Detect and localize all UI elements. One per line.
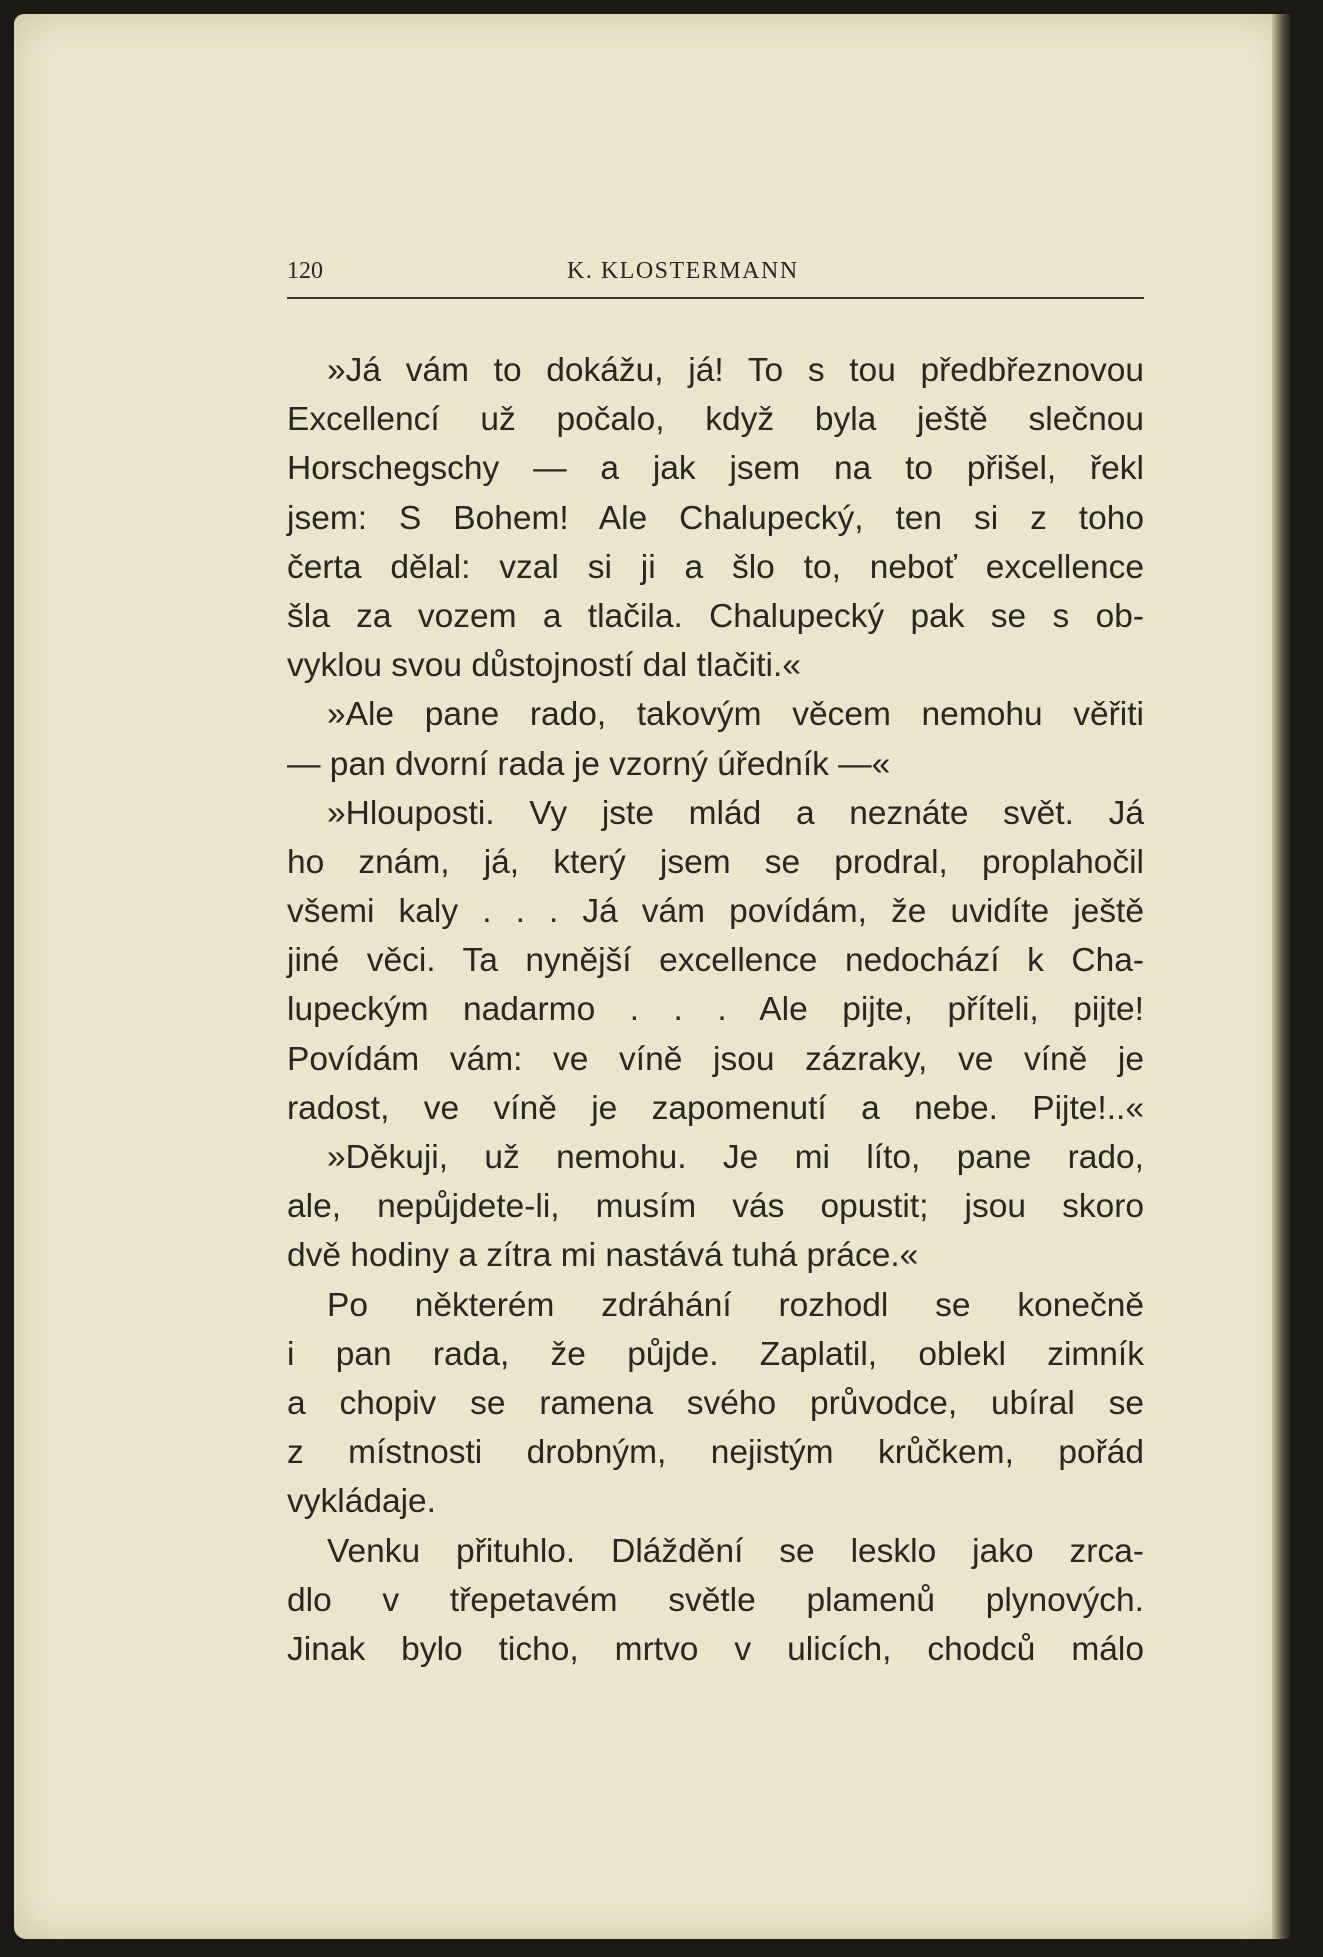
- text-line: Povídám vám: ve víně jsou zázraky, ve víně je: [287, 1040, 1144, 1078]
- book-spine-shadow: [1272, 14, 1290, 1939]
- text-line: — pan dvorní rada je vzorný úředník —«: [287, 745, 891, 783]
- text-line: ho znám, já, který jsem se prodral, proplahočil: [287, 843, 1144, 881]
- text-line: a chopiv se ramena svého průvodce, ubíral se: [287, 1384, 1144, 1422]
- running-head: K. KLOSTERMANN: [567, 258, 799, 284]
- text-line: lupeckým nadarmo . . . Ale pijte, příteli, pijte!: [287, 991, 1144, 1029]
- text-line: vykládaje.: [287, 1483, 436, 1521]
- text-line: dlo v třepetavém světle plamenů plynových.: [287, 1581, 1144, 1619]
- text-line: »Hlouposti. Vy jste mlád a neznáte svět. Já: [327, 794, 1144, 832]
- text-line: ale, nepůjdete-li, musím vás opustit; jsou skoro: [287, 1188, 1144, 1226]
- text-line: »Já vám to dokážu, já! To s tou předbřeznovou: [327, 352, 1144, 389]
- text-line: jiné věci. Ta nynější excellence nedochází k Cha-: [287, 942, 1144, 980]
- text-line: »Ale pane rado, takovým věcem nemohu věřiti: [327, 696, 1144, 734]
- text-line: Po některém zdráhání rozhodl se konečně: [327, 1286, 1144, 1324]
- text-line: i pan rada, že půjde. Zaplatil, oblekl zimník: [287, 1335, 1144, 1373]
- text-line: šla za vozem a tlačila. Chalupecký pak se s ob-: [287, 597, 1144, 635]
- text-line: dvě hodiny a zítra mi nastává tuhá práce.«: [287, 1237, 919, 1275]
- text-line: jsem: S Bohem! Ale Chalupecký, ten si z toho: [287, 499, 1144, 537]
- text-line: Excellencí už počalo, když byla ještě slečnou: [287, 401, 1144, 439]
- text-line: čerta dělal: vzal si ji a šlo to, neboť excellence: [287, 548, 1144, 586]
- text-line: z místnosti drobným, nejistým krůčkem, pořád: [287, 1434, 1144, 1472]
- text-line: vyklou svou důstojností dal tlačiti.«: [287, 647, 801, 685]
- text-line: Jinak bylo ticho, mrtvo v ulicích, chodců málo: [287, 1630, 1144, 1668]
- text-line: všemi kaly . . . Já vám povídám, že uvidíte ještě: [287, 893, 1144, 931]
- text-line: Venku přituhlo. Dláždění se lesklo jako zrca-: [327, 1532, 1144, 1570]
- header-rule: [287, 297, 1144, 299]
- page-header: [287, 258, 1144, 298]
- page-number: 120: [287, 258, 323, 284]
- text-line: »Děkuji, už nemohu. Je mi líto, pane rado,: [327, 1139, 1144, 1176]
- text-line: Horschegschy — a jak jsem na to přišel, řekl: [287, 450, 1144, 488]
- text-line: radost, ve víně je zapomenutí a nebe. Pijte!..«: [287, 1089, 1144, 1127]
- body-text: [287, 346, 1144, 1674]
